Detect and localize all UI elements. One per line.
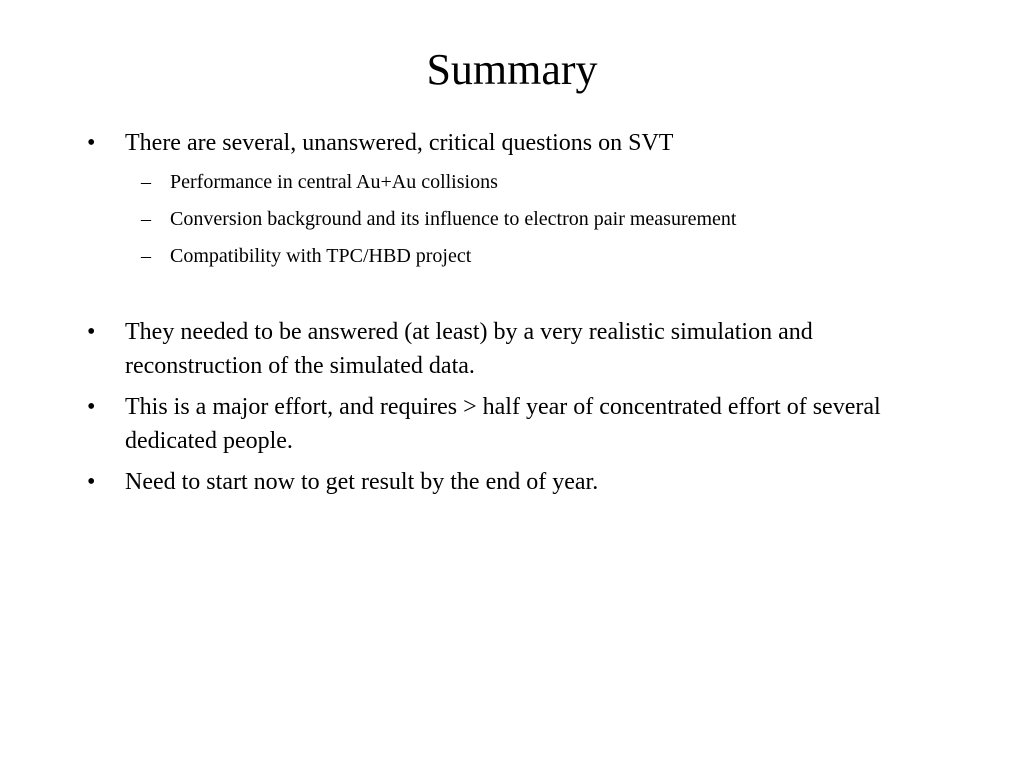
sub-bullet-1-3: Compatibility with TPC/HBD project [170, 245, 472, 267]
sub-marker: – [141, 208, 151, 230]
sub-bullet-1-1: Performance in central Au+Au collisions [170, 171, 498, 193]
bullet-text-4: Need to start now to get result by the end of year. [125, 469, 599, 495]
bullet-marker: • [87, 130, 96, 156]
bullet-marker: • [87, 319, 96, 345]
slide-title: Summary [426, 45, 598, 94]
bullet-marker: • [87, 469, 96, 495]
bullet-text-3: This is a major effort, and requires > half year of concentrated effort of several dedicated people. [125, 394, 881, 454]
bullet-marker: • [87, 394, 96, 420]
sub-marker: – [141, 171, 151, 193]
sub-bullet-1-2: Conversion background and its influence to electron pair measurement [170, 208, 737, 230]
bullet-text-2: They needed to be answered (at least) by a very realistic simulation and reconstruction of the simulated data. [125, 319, 813, 379]
sub-marker: – [141, 245, 151, 267]
bullet-text-1: There are several, unanswered, critical questions on SVT [125, 130, 674, 156]
